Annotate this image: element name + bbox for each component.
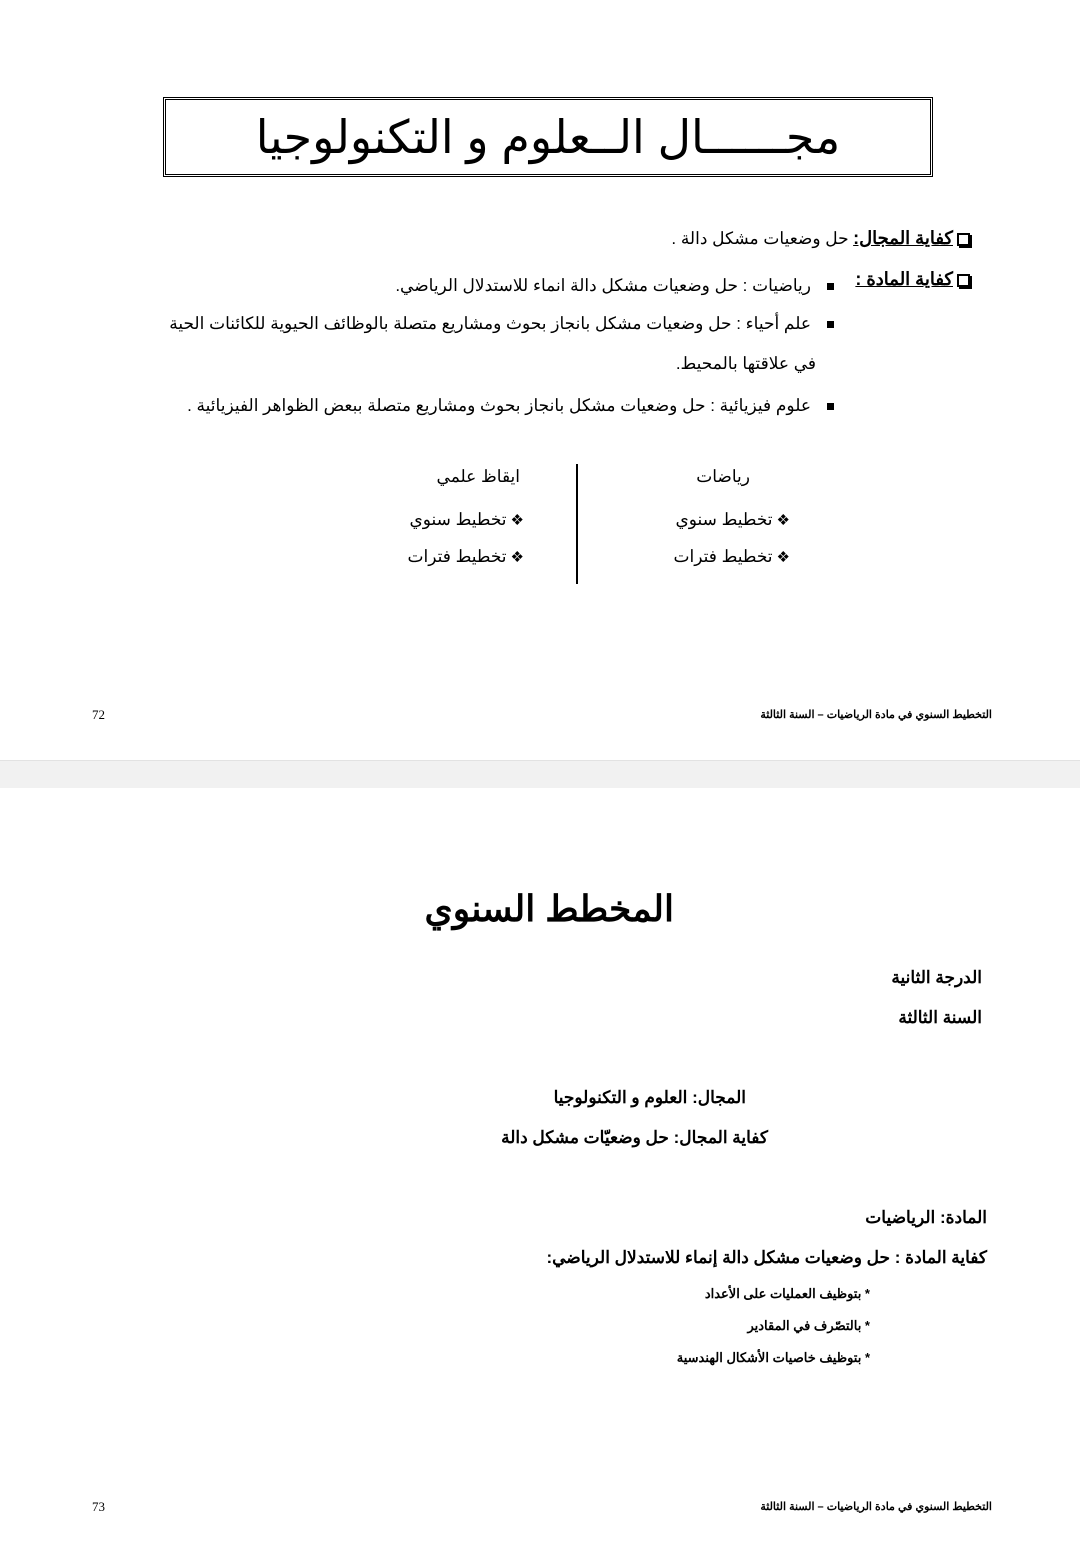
page-number: 73	[92, 1499, 105, 1514]
list-item: * بتوظيف خاصيات الأشكال الهندسية	[676, 1350, 870, 1365]
square-bullet-icon	[827, 403, 834, 410]
diamond-bullet-icon: ❖	[510, 549, 524, 566]
document-page-73	[0, 788, 1080, 1550]
document-page-72	[0, 0, 1080, 760]
column-heading-science: ايقاظ علمي	[436, 467, 520, 486]
list-item: * بتوظيف العمليات على الأعداد	[704, 1286, 870, 1301]
domain-label: المجال: العلوم و التكنولوجيا	[553, 1088, 746, 1107]
page-footer: التخطيط السنوي في مادة الرياضيات – السنة الثالثة	[760, 709, 992, 721]
list-item: ❖تخطيط فترات	[673, 547, 790, 566]
column-divider	[576, 464, 578, 584]
page-title-box	[163, 97, 933, 177]
page-title: المخطط السنوي	[424, 888, 674, 929]
list-item: ❖تخطيط فترات	[407, 547, 524, 566]
square-bullet-icon	[827, 283, 834, 290]
subject-competence-label: كفاية المادة :	[855, 269, 953, 289]
subject-label: المادة: الرياضيات	[865, 1208, 987, 1227]
column-heading-math: رياضات	[696, 467, 750, 486]
page-title: مجــــــال الــعلوم و التكنولوجيا	[255, 111, 841, 163]
list-item: ❖تخطيط سنوي	[409, 510, 524, 529]
checkbox-square-icon	[957, 274, 970, 287]
page-number: 72	[92, 707, 105, 722]
domain-competence-line	[671, 228, 970, 249]
year-label: السنة الثالثة	[898, 1008, 982, 1027]
domain-competence: كفاية المجال: حل وضعيّات مشكل دالة	[501, 1128, 768, 1147]
diamond-bullet-icon: ❖	[510, 512, 524, 529]
diamond-bullet-icon: ❖	[776, 512, 790, 529]
subject-competence-heading	[855, 269, 970, 290]
page-separator	[0, 760, 1080, 790]
list-item: علوم فيزيائية : حل وضعيات مشكل بانجاز بحوث ومشاريع متصلة ببعض الظواهر الفيزيائية .	[187, 396, 834, 416]
list-item: * بالتصّرف في المقادير	[747, 1318, 870, 1333]
list-item: رياضيات : حل وضعيات مشكل دالة انماء للاستدلال الرياضي.	[395, 276, 834, 296]
domain-competence-text: حل وضعيات مشكل دالة .	[671, 229, 849, 248]
list-item: ❖تخطيط سنوي	[675, 510, 790, 529]
list-item: علم أحياء : حل وضعيات مشكل بانجاز بحوث ومشاريع متصلة بالوظائف الحيوية للكائنات الحية	[169, 314, 834, 334]
subject-competence: كفاية المادة : حل وضعيات مشكل دالة إنماء للاستدلال الرياضي:	[546, 1248, 987, 1267]
checkbox-square-icon	[957, 233, 970, 246]
list-item-continuation: في علاقتها بالمحيط.	[675, 354, 816, 373]
diamond-bullet-icon: ❖	[776, 549, 790, 566]
degree-label: الدرجة الثانية	[891, 968, 982, 987]
square-bullet-icon	[827, 321, 834, 328]
domain-competence-label: كفاية المجال:	[853, 228, 953, 248]
page-footer: التخطيط السنوي في مادة الرياضيات – السنة الثالثة	[760, 1501, 992, 1513]
